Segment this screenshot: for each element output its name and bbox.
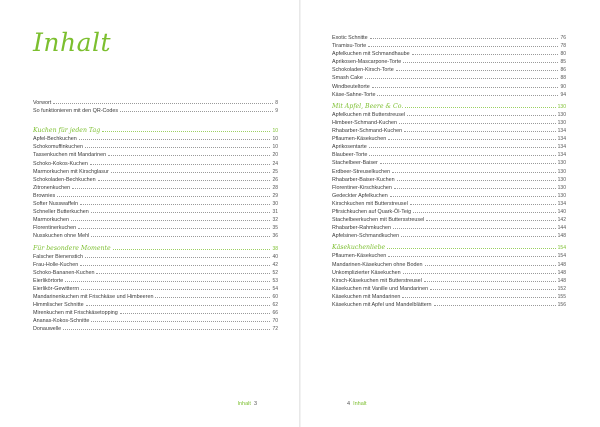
toc-dot-leader <box>120 308 271 314</box>
toc-entry-title: Pfirsichkuchen auf Quark-Öl-Teig <box>332 208 412 215</box>
toc-page-number: 130 <box>557 184 566 191</box>
toc-dot-leader <box>113 244 271 250</box>
toc-dot-leader <box>407 110 556 116</box>
toc-entry <box>332 276 566 284</box>
toc-entry <box>332 183 566 191</box>
toc-entry <box>332 65 566 73</box>
toc-page-number: 85 <box>560 59 566 66</box>
toc-entry <box>332 223 566 231</box>
toc-page-number: 26 <box>272 176 278 183</box>
toc-entry-title: Nusskuchen ohne Mehl <box>33 233 90 240</box>
toc-entry-title: Marmorkuchen mit Kirschglasur <box>33 168 109 175</box>
toc-page-number: 40 <box>272 253 278 260</box>
toc-entry <box>332 199 566 207</box>
toc-page-number: 148 <box>557 261 566 268</box>
toc-entry-title: Mirenkuchen mit Frischkäsetopping <box>33 310 118 317</box>
toc-entry <box>33 276 278 284</box>
toc-entry-title: Rhabarber-Schmand-Kuchen <box>332 128 403 135</box>
right-folio-number: 4 <box>347 401 351 407</box>
toc-page-number: 76 <box>560 35 566 41</box>
toc-entry-title: Rhabarber-Rahmkuchen <box>332 225 392 232</box>
toc-entry-title: Tiramisu-Torte <box>332 43 367 50</box>
toc-entry-title: Florentinerkuchen <box>33 225 77 232</box>
toc-page-number: 140 <box>557 208 566 215</box>
toc-entry <box>33 142 278 150</box>
toc-page-number: 10 <box>272 128 278 135</box>
toc-dot-leader <box>390 191 556 197</box>
toc-page-number: 31 <box>272 209 278 216</box>
toc-entry <box>332 231 566 239</box>
toc-dot-leader <box>370 33 559 39</box>
toc-entry <box>332 134 566 142</box>
toc-entry-title: Exotic Schnitte <box>332 35 368 41</box>
right-folio <box>344 401 367 407</box>
left-folio-number: 3 <box>253 401 257 407</box>
toc-page-number: 130 <box>557 119 566 126</box>
toc-page-number: 9 <box>275 108 278 115</box>
toc-entry-title: Schoko-Bananen-Kuchen <box>33 269 95 276</box>
toc-section-title: Mit Apfel, Beere & Co. <box>332 102 404 110</box>
toc-page-number: 28 <box>272 184 278 191</box>
toc-entry <box>332 251 566 259</box>
toc-entry <box>332 158 566 166</box>
toc-page-number: 53 <box>272 277 278 284</box>
toc-dot-leader <box>430 284 556 290</box>
toc-page-number: 70 <box>272 318 278 325</box>
toc-entry-title: Florentiner-Kirschkuchen <box>332 184 392 191</box>
toc-entry <box>33 159 278 167</box>
left-folio <box>237 401 260 407</box>
toc-dot-leader <box>425 260 556 266</box>
toc-dot-leader <box>388 134 555 140</box>
toc-page-number: 148 <box>557 269 566 276</box>
toc-page-number: 88 <box>560 75 566 82</box>
toc-entry-title: Mandarinenkuchen mit Frischkäse und Himbeeren <box>33 294 154 301</box>
toc-entry <box>33 98 278 106</box>
toc-entry-title: Eierlikör-Gewitterrn <box>33 285 80 292</box>
toc-page-number: 86 <box>560 67 566 74</box>
toc-entry-title: Himbeer-Schmand-Kuchen <box>332 119 398 126</box>
toc-entry-title: Blaubeer-Torte <box>332 152 368 159</box>
toc-dot-leader <box>108 150 270 156</box>
toc-entry <box>332 191 566 199</box>
toc-entry-title: Frau-Holle-Kuchen <box>33 261 79 268</box>
toc-page-number: 130 <box>557 176 566 183</box>
toc-entry <box>332 175 566 183</box>
toc-dot-leader <box>403 57 558 63</box>
toc-dot-leader <box>63 324 270 330</box>
toc-dot-leader <box>91 231 270 237</box>
toc-dot-leader <box>402 292 555 298</box>
toc-entry <box>33 231 278 239</box>
toc-entry <box>33 252 278 260</box>
toc-dot-leader <box>412 49 559 55</box>
toc-entry <box>332 90 566 98</box>
toc-entry <box>33 215 278 223</box>
toc-entry-title: Schokomuffinkuchen <box>33 144 83 151</box>
toc-page-number: 155 <box>557 293 566 300</box>
toc-dot-leader <box>91 316 270 322</box>
toc-entry-title: Apfelkuchen mit Butterstreusel <box>332 111 406 118</box>
toc-entry <box>33 284 278 292</box>
toc-dot-leader <box>120 106 273 112</box>
toc-entry-title: Brownies <box>33 192 56 199</box>
toc-page-number: 10 <box>272 144 278 151</box>
toc-entry <box>33 223 278 231</box>
toc-entry <box>33 207 278 215</box>
toc-entry <box>33 268 278 276</box>
toc-dot-leader <box>387 243 555 249</box>
toc-page-number: 134 <box>557 144 566 151</box>
toc-entry <box>33 150 278 158</box>
toc-entry-title: Windbeuteltorte <box>332 83 370 90</box>
toc-dot-leader <box>394 183 556 189</box>
toc-entry-title: Stachelbeer-Baiser <box>332 160 378 167</box>
toc-entry <box>332 167 566 175</box>
toc-section-heading <box>332 243 566 251</box>
toc-page-number: 130 <box>557 160 566 167</box>
toc-dot-leader <box>377 90 558 96</box>
toc-entry <box>332 268 566 276</box>
toc-entry <box>332 292 566 300</box>
toc-entry <box>33 300 278 308</box>
toc-spacer <box>33 114 278 122</box>
toc-entry-title: Schneller Butterkuchen <box>33 209 89 216</box>
toc-dot-leader <box>404 126 556 132</box>
toc-page-number: 130 <box>557 103 566 110</box>
toc-entry <box>33 106 278 114</box>
toc-page-number: 72 <box>272 326 278 333</box>
toc-dot-leader <box>413 207 556 213</box>
toc-section-heading <box>33 126 278 134</box>
toc-dot-leader <box>86 300 271 306</box>
toc-dot-leader <box>372 82 559 88</box>
toc-entry <box>332 41 566 49</box>
toc-entry-title: Käsekuchen mit Mandarinen <box>332 293 401 300</box>
toc-page-number: 134 <box>557 136 566 143</box>
toc-page-number: 152 <box>557 285 566 292</box>
toc-dot-leader <box>424 276 556 282</box>
toc-entry-title: Aprikosen-Mascarpone-Torte <box>332 59 402 66</box>
toc-dot-leader <box>71 215 270 221</box>
toc-entry <box>332 73 566 81</box>
toc-page-number: 90 <box>560 83 566 90</box>
toc-page-number: 142 <box>557 217 566 224</box>
toc-page-number: 8 <box>275 100 278 106</box>
toc-page-number: 148 <box>557 233 566 240</box>
toc-page-number: 54 <box>272 285 278 292</box>
toc-page-number: 36 <box>272 233 278 240</box>
right-page <box>300 0 600 427</box>
toc-section-title: Für besondere Momente <box>33 244 111 252</box>
toc-entry-title: Falscher Bienenstich <box>33 253 84 260</box>
toc-entry <box>332 82 566 90</box>
toc-entry-title: Unkomplizierter Käsekuchen <box>332 269 401 276</box>
right-folio-label: Inhalt <box>353 401 367 407</box>
toc-dot-leader <box>403 268 556 274</box>
toc-entry-title: Pflaumen-Käsekuchen <box>332 253 387 260</box>
toc-dot-leader <box>368 41 558 47</box>
toc-page-number: 154 <box>557 245 566 252</box>
toc-page-number: 134 <box>557 128 566 135</box>
toc-section-title: Kuchen für jeden Tag <box>33 127 101 135</box>
toc-dot-leader <box>80 199 270 205</box>
toc-entry <box>33 183 278 191</box>
toc-entry-title: Marmorkuchen <box>33 217 69 224</box>
toc-entry-title: Mandarinen-Käsekuchen ohne Boden <box>332 261 423 268</box>
toc-dot-leader <box>81 284 270 290</box>
toc-entry <box>332 126 566 134</box>
toc-page-number: 29 <box>272 192 278 199</box>
toc-entry <box>33 175 278 183</box>
toc-entry-title: Käsekuchen mit Apfel und Mandelblättern <box>332 302 432 308</box>
toc-dot-leader <box>434 300 556 306</box>
toc-list-right <box>332 33 566 308</box>
toc-dot-leader <box>392 167 556 173</box>
toc-page-number: 32 <box>272 217 278 224</box>
toc-page-number: 130 <box>557 192 566 199</box>
toc-entry-title: Vorwort <box>33 100 52 106</box>
toc-dot-leader <box>90 159 271 165</box>
toc-entry <box>332 215 566 223</box>
toc-page-number: 24 <box>272 160 278 167</box>
toc-entry <box>33 191 278 199</box>
toc-page-number: 80 <box>560 51 566 58</box>
toc-entry <box>332 110 566 118</box>
toc-entry <box>33 167 278 175</box>
toc-dot-leader <box>380 158 556 164</box>
toc-entry <box>332 33 566 41</box>
toc-dot-leader <box>405 102 555 108</box>
toc-page-number: 154 <box>557 253 566 260</box>
page-title: Inhalt <box>33 28 112 57</box>
toc-section-title: Käsekuchenliebe <box>332 244 386 252</box>
toc-entry-title: Eierlikörtorte <box>33 277 64 284</box>
left-folio-label: Inhalt <box>237 401 251 407</box>
toc-entry <box>33 324 278 332</box>
toc-entry-title: Zitronenkuchen <box>33 184 71 191</box>
toc-page-number: 156 <box>557 302 566 308</box>
toc-entry-title: Aprikosentarte <box>332 144 367 151</box>
toc-entry <box>332 284 566 292</box>
toc-entry <box>332 150 566 158</box>
toc-entry-title: Schoko-Kokos-Kuchen <box>33 160 88 167</box>
toc-page-number: 42 <box>272 261 278 268</box>
toc-page-number: 35 <box>272 225 278 232</box>
toc-entry-title: Himmlischer Schnitte <box>33 302 84 309</box>
toc-entry-title: Kirsch-Käsekuchen mit Butterstreusel <box>332 277 422 284</box>
toc-page-number: 62 <box>272 302 278 309</box>
toc-entry-title: Rhabarber-Baiser-Kuchen <box>332 176 395 183</box>
toc-page-number: 66 <box>272 310 278 317</box>
toc-page-number: 52 <box>272 269 278 276</box>
toc-dot-leader <box>96 268 270 274</box>
toc-page-number: 144 <box>557 225 566 232</box>
toc-dot-leader <box>397 175 556 181</box>
toc-page-number: 94 <box>560 91 566 98</box>
toc-entry <box>33 199 278 207</box>
toc-dot-leader <box>78 223 270 229</box>
toc-entry-title: Smash Cake <box>332 75 363 82</box>
toc-entry-title: Pflaumen-Käsekuchen <box>332 136 387 143</box>
toc-dot-leader <box>98 175 271 181</box>
toc-entry-title: Gedeckter Apfelkuchen <box>332 192 388 199</box>
toc-entry-title: Softer Nusswaffeln <box>33 201 79 208</box>
toc-dot-leader <box>72 183 270 189</box>
toc-entry-title: Tassenkuchen mit Mandarinen <box>33 152 107 159</box>
toc-dot-leader <box>53 98 273 104</box>
toc-dot-leader <box>426 215 555 221</box>
toc-entry-title: Apfelsinen-Schmandkuchen <box>332 233 400 240</box>
toc-entry <box>332 57 566 65</box>
toc-dot-leader <box>393 223 556 229</box>
toc-section-heading <box>332 102 566 110</box>
toc-entry <box>332 142 566 150</box>
toc-dot-leader <box>388 251 555 257</box>
toc-entry-title: Apfel-Bechkuchen <box>33 136 77 143</box>
toc-entry <box>332 300 566 308</box>
toc-entry-title: Donauwelle <box>33 326 62 333</box>
toc-dot-leader <box>80 260 270 266</box>
toc-page-number: 130 <box>557 168 566 175</box>
toc-entry <box>33 308 278 316</box>
toc-dot-leader <box>102 126 270 132</box>
toc-dot-leader <box>85 252 270 258</box>
toc-page-number: 30 <box>272 201 278 208</box>
toc-dot-leader <box>91 207 271 213</box>
toc-dot-leader <box>396 65 559 71</box>
toc-entry <box>33 134 278 142</box>
toc-entry <box>332 207 566 215</box>
toc-page-number: 148 <box>557 277 566 284</box>
toc-page-number: 78 <box>560 43 566 50</box>
toc-entry <box>332 118 566 126</box>
toc-dot-leader <box>65 276 270 282</box>
toc-dot-leader <box>410 199 556 205</box>
toc-entry <box>33 292 278 300</box>
toc-page-number: 134 <box>557 200 566 207</box>
toc-dot-leader <box>79 134 271 140</box>
toc-section-heading <box>33 244 278 252</box>
toc-entry-title: Schokoladen-Bechkuchen <box>33 176 96 183</box>
toc-dot-leader <box>369 142 556 148</box>
toc-dot-leader <box>57 191 270 197</box>
toc-entry-title: Ananas-Kokos-Schnitte <box>33 318 90 325</box>
toc-entry-title: Käsekuchen mit Vanille und Mandarinen <box>332 285 429 292</box>
toc-dot-leader <box>111 167 271 173</box>
toc-entry-title: Käse-Sahne-Torte <box>332 91 376 98</box>
toc-page-number: 60 <box>272 294 278 301</box>
toc-dot-leader <box>369 150 555 156</box>
toc-dot-leader <box>155 292 270 298</box>
toc-entry-title: Erdbeer-Streuselkuchen <box>332 168 391 175</box>
toc-page-number: 130 <box>557 111 566 118</box>
toc-page-number: 25 <box>272 168 278 175</box>
toc-dot-leader <box>399 118 556 124</box>
toc-entry-title: So funktionieren mit den QR-Codes <box>33 108 119 115</box>
toc-entry-title: Kirschkuchen mit Butterstreusel <box>332 200 408 207</box>
toc-entry <box>332 260 566 268</box>
toc-page-number: 134 <box>557 152 566 159</box>
toc-entry <box>33 316 278 324</box>
toc-entry-title: Apfelkuchen mit Schmandhaube <box>332 51 410 58</box>
toc-page-number: 20 <box>272 152 278 159</box>
toc-dot-leader <box>85 142 270 148</box>
toc-page-number: 10 <box>272 136 278 143</box>
toc-entry-title: Schokoladen-Kirsch-Torte <box>332 67 394 74</box>
toc-dot-leader <box>365 73 559 79</box>
toc-page-number: 38 <box>272 245 278 252</box>
toc-dot-leader <box>401 231 556 237</box>
toc-entry-title: Stachelbeerkuchen mit Buttersstreusel <box>332 217 425 224</box>
toc-entry <box>332 49 566 57</box>
toc-entry <box>33 260 278 268</box>
toc-list-left <box>33 98 278 333</box>
